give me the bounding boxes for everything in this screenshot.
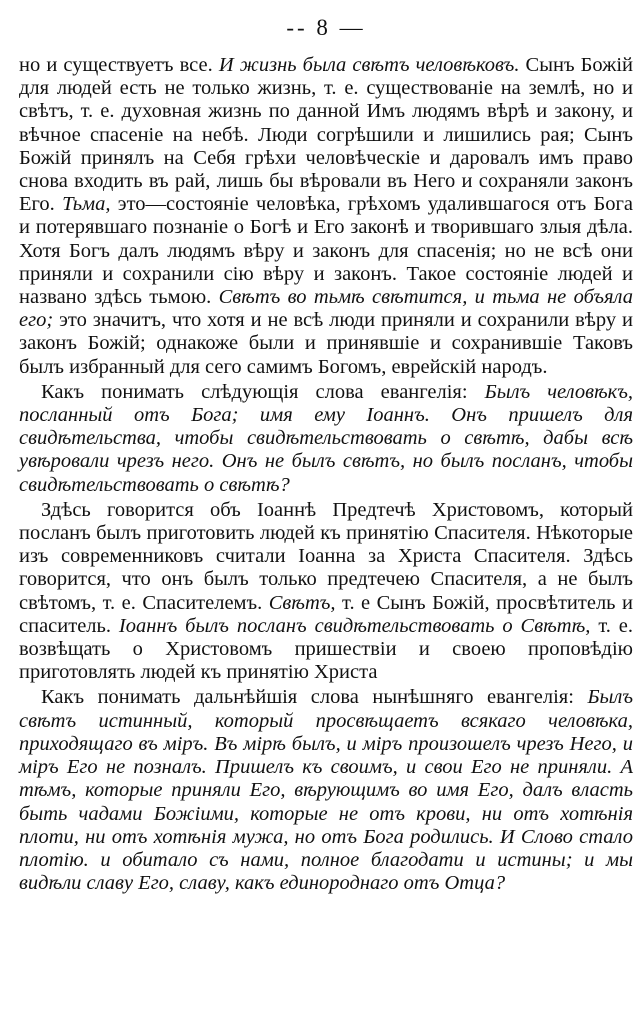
text-segment: Какъ понимать дальнѣйшія слова нынѣшняго евангелія: xyxy=(41,686,588,709)
text-segment: т. е Сынъ Божій, просвѣтитель и спаситель. xyxy=(19,591,633,637)
paragraph xyxy=(19,499,633,685)
text-segment: но и существуетъ все. xyxy=(19,54,219,76)
italic-text-segment: Свѣтъ во тьмѣ свѣтится, и тьма не объяла его; xyxy=(19,286,633,332)
italic-text-segment: Іоаннъ былъ посланъ свидѣтельствовать о Свѣтѣ, xyxy=(118,614,591,637)
paragraph xyxy=(19,686,633,895)
text-segment: Здѣсь говорится объ Іоаннѣ Предтечѣ Христовомъ, который посланъ былъ приготовить людей къ принятію Спасителя. Нѣкоторые изъ современниковъ считали Іоанна за Христа Спасителя. Здѣсь говорится, что онъ былъ только предтечею Спасителя, а не былъ свѣтомъ, т. е. Спасителемъ. xyxy=(19,498,633,614)
text-segment: т. е. возвѣщать о Христовомъ пришествіи и своею проповѣдію приготовлять людей къ принятію Христа xyxy=(19,614,634,684)
italic-text-segment: И жизнь была свѣтъ человѣковъ. xyxy=(218,54,520,76)
paragraph xyxy=(19,54,633,379)
book-page xyxy=(19,14,633,895)
text-segment: это значитъ, что хотя и не всѣ люди приняли и сохранили вѣру и законъ Божій; однакоже были и принявшіе и сохранившіе Таковъ былъ избранный для сего самимъ Богомъ, еврейскій народъ. xyxy=(19,309,633,378)
italic-text-segment: Свѣтъ, xyxy=(268,591,336,614)
text-segment: Сынъ Божій для людей есть не только жизнь, т. е. существованіе на землѣ, но и свѣтъ, т. е. духовная жизнь по данной Имъ людямъ вѣрѣ и закону, и вѣчное спасеніе на небѣ. Люди согрѣшили и лишились рая; Сынъ Божій принялъ на Себя грѣхи человѣческіе и даровалъ имъ право снова входить въ рай, лишь бы вѣровали въ Него и сохраняли законъ Его. xyxy=(19,54,634,216)
italic-text-segment: Былъ свѣтъ истинный, который просвѣщаетъ всякаго человѣка, приходящаго въ міръ. Въ мірѣ былъ, и міръ произошелъ чрезъ Него, и міръ Его не позналъ. Пришелъ къ своимъ, и свои Его не приняли. А тѣмъ, которые приняли Его, вѣрующимъ во имя Его, далъ власть быть чадами Божіими, которые не отъ крови, ни отъ хотѣнія плоти, ни отъ хотѣнія мужа, но отъ Бога родились. И Слово стало плотію. и обитало съ нами, полное благодати и истины; и мы видѣли славу Его, славу, какъ единороднаго отъ Отца? xyxy=(19,686,633,895)
paragraph xyxy=(19,381,633,497)
text-segment: Какъ понимать слѣдующія слова евангелія: xyxy=(41,380,485,403)
text-segment: это—состояніе человѣка, грѣхомъ удалившагося отъ Бога и потерявшаго познаніе о Богѣ и Его законѣ и творившаго злыя дѣла. Хотя Богъ далъ людямъ вѣру и законъ для спасенія; но не всѣ они приняли и сохранили сію вѣру и законъ. Такое состояніе людей и названо здѣсь тьмою. xyxy=(19,193,633,309)
body-text xyxy=(19,54,633,895)
italic-text-segment: Былъ человѣкъ, посланный отъ Бога; имя ему Іоаннъ. Онъ пришелъ для свидѣтельства, чтобы свидѣтельствовать о свѣтѣ, дабы всѣ увѣровали чрезъ него. Онъ не былъ свѣтъ, но былъ посланъ, чтобы свидѣтельствовать о свѣтѣ? xyxy=(19,380,634,496)
italic-text-segment: Тьма, xyxy=(62,193,111,216)
page-number: -- 8 — xyxy=(286,15,366,40)
